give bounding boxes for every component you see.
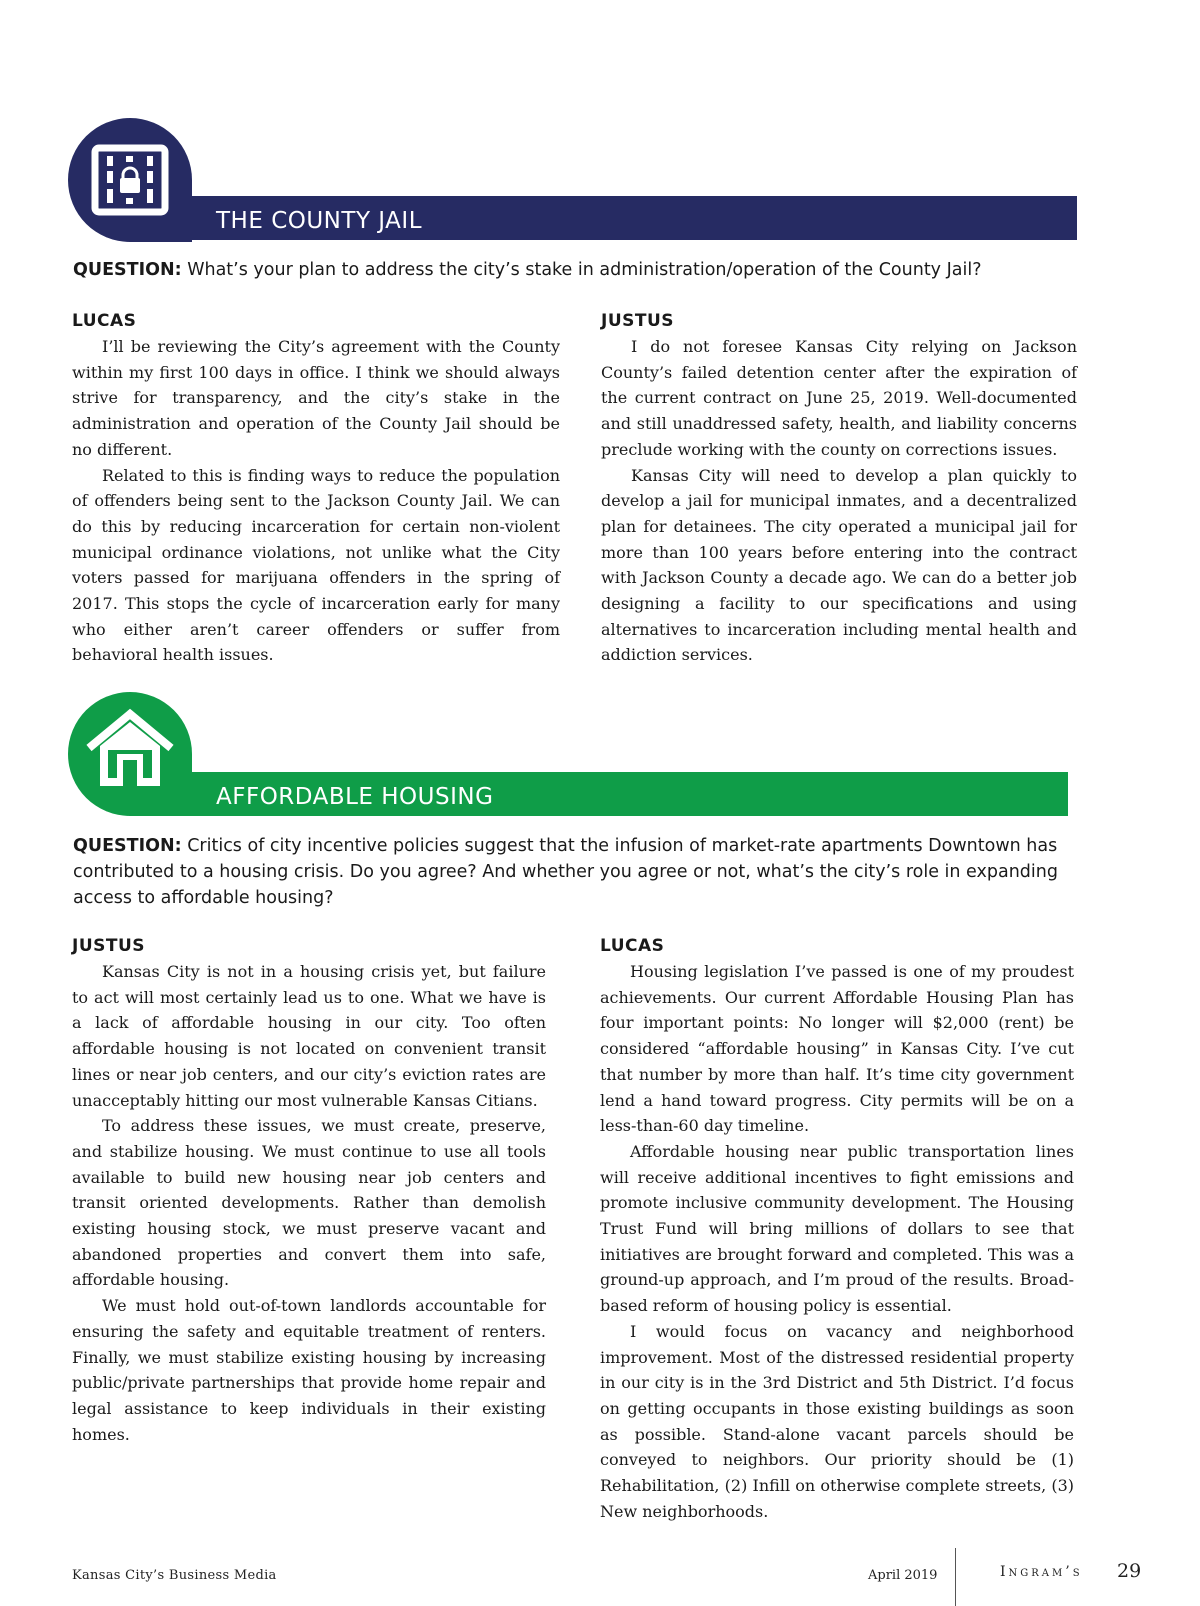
footer-publisher: Kansas City’s Business Media [72, 1568, 277, 1583]
candidate-name: JUSTUS [72, 936, 146, 956]
jail-cell-icon [68, 118, 192, 242]
question-label: QUESTION: [73, 260, 182, 280]
answer-paragraph: Affordable housing near public transportation lines will receive additional incentives to fight emissions and promote inclusive community development. The Housing Trust Fund will bring millions of dollars to see that initiatives are brought forward and completed. This was a ground-up approach, and I’m proud of the results. Broad-based reform of housing policy is essential. [600, 1141, 1074, 1316]
housing-left-column [72, 933, 546, 1447]
answer-paragraph: To address these issues, we must create, preserve, and stabilize housing. We must continue to use all tools available to build new housing near job centers and transit oriented developments. Rather than demolish existing housing stock, we must preserve vacant and abandoned properties and convert them into safe, affordable housing. [72, 1116, 546, 1290]
house-icon [68, 692, 192, 816]
jail-question [73, 257, 1113, 283]
answer-paragraph: Kansas City will need to develop a plan quickly to develop a jail for municipal inmates, and a decentralized plan for detainees. The city operated a municipal jail for more than 100 years before entering into the contract with Jackson County a decade ago. We can do a better job designing a facility to our specifications and using alternatives to incarceration including mental health and addiction services. [601, 465, 1077, 665]
housing-title-band [192, 772, 1068, 816]
section-title: THE COUNTY JAIL [216, 208, 423, 234]
housing-question [73, 833, 1113, 911]
answer-paragraph: I would focus on vacancy and neighborhood improvement. Most of the distressed residential property in our city is in the 3rd District and 5th District. I’d focus on getting occupants in those existing buildings as soon as possible. Stand-alone vacant parcels should be conveyed to neighbors. Our priority should be (1) Rehabilitation, (2) Infill on otherwise complete streets, (3) New neighborhoods. [600, 1321, 1074, 1521]
housing-badge [68, 692, 192, 816]
jail-right-column [601, 308, 1077, 668]
question-text: What’s your plan to address the city’s stake in administration/operation of the County Jail? [181, 260, 982, 280]
candidate-name: JUSTUS [601, 311, 675, 331]
footer-divider [955, 1548, 956, 1606]
question-label: QUESTION: [73, 836, 182, 856]
answer-paragraph: I do not foresee Kansas City relying on Jackson County’s failed detention center after the expiration of the current contract on June 25, 2019. Well-documented and still unaddressed safety, health, and liability concerns preclude working with the county on corrections issues. [601, 337, 1077, 459]
jail-title-band [192, 196, 1077, 240]
answer-paragraph: I’ll be reviewing the City’s agreement with the County within my first 100 days in office. I think we should always strive for transparency, and the city’s stake in the administration and operation of the County Jail should be no different. [72, 337, 560, 459]
answer-paragraph: Kansas City is not in a housing crisis yet, but failure to act will most certainly lead us to one. What we have is a lack of affordable housing in our city. Too often affordable housing is not located on convenient transit lines or near job centers, and our city’s eviction rates are unacceptably hitting our most vulnerable Kansas Citians. [72, 962, 546, 1110]
section-title: AFFORDABLE HOUSING [216, 784, 494, 810]
page-number: 29 [1117, 1560, 1142, 1582]
footer-magazine: Ingram’s [1000, 1564, 1083, 1580]
housing-right-column [600, 933, 1074, 1524]
footer-date: April 2019 [868, 1568, 938, 1583]
question-text: Critics of city incentive policies suggest that the infusion of market-rate apartments Downtown has contributed to a housing crisis. Do you agree? And whether you agree or not, what’s the city’s role in expanding access to affordable housing? [73, 836, 1058, 908]
answer-paragraph: We must hold out-of-town landlords accountable for ensuring the safety and equitable treatment of renters. Finally, we must stabilize existing housing by increasing public/private partnerships that provide home repair and legal assistance to keep individuals in their existing homes. [72, 1296, 546, 1444]
candidate-name: LUCAS [72, 311, 137, 331]
answer-paragraph: Related to this is finding ways to reduce the population of offenders being sent to the Jackson County Jail. We can do this by reducing incarceration for certain non-violent municipal ordinance violations, not unlike what the City voters passed for marijuana offenders in the spring of 2017. This stops the cycle of incarceration early for many who either aren’t career offenders or suffer from behavioral health issues. [72, 465, 560, 665]
candidate-name: LUCAS [600, 936, 665, 956]
answer-paragraph: Housing legislation I’ve passed is one of my proudest achievements. Our current Affordable Housing Plan has four important points: No longer will $2,000 (rent) be considered “affordable housing” in Kansas City. I’ve cut that number by more than half. It’s time city government lend a hand toward progress. City permits will be on a less-than-60 day timeline. [600, 962, 1074, 1136]
jail-badge [68, 118, 192, 242]
jail-left-column [72, 308, 560, 668]
